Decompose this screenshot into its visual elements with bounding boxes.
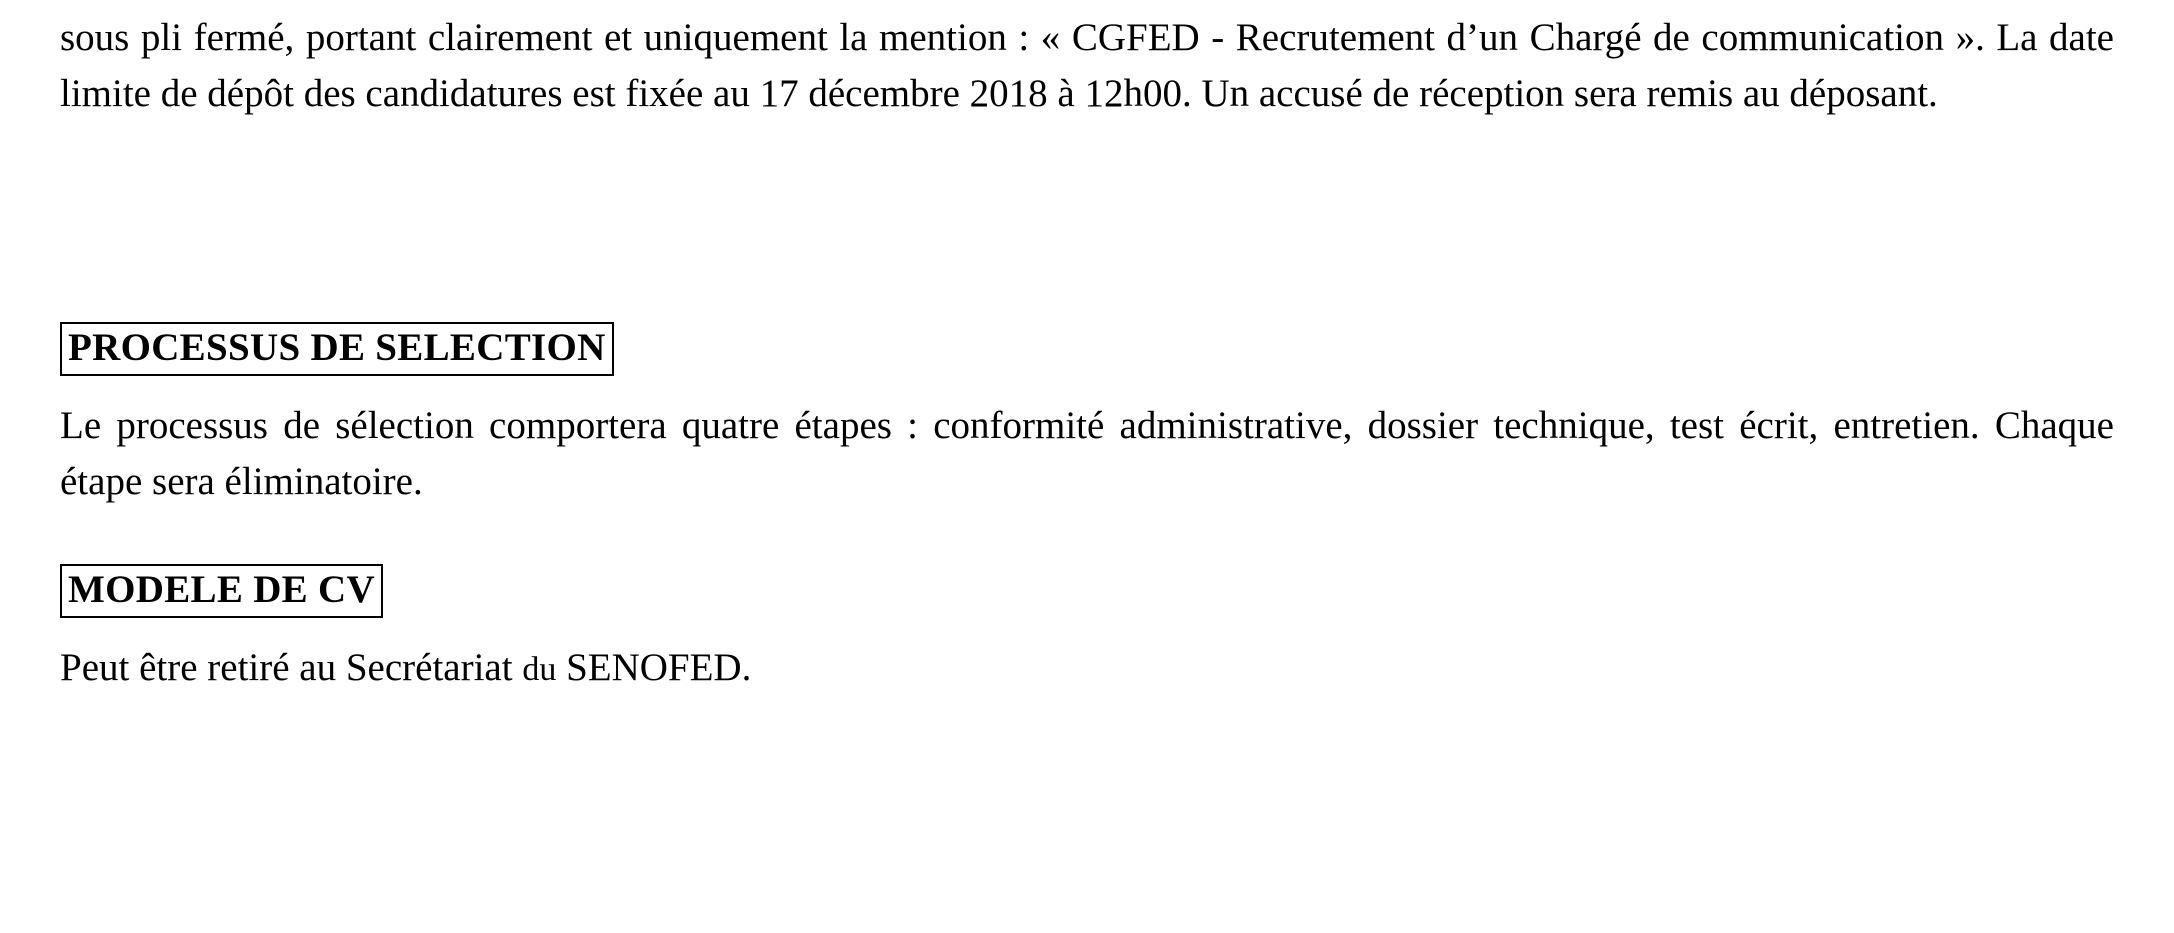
section-heading-selection-wrap xyxy=(60,322,2114,376)
section-heading-cv-wrap xyxy=(60,564,2114,618)
heading-gap-2 xyxy=(60,618,2114,640)
section-heading-cv: MODELE DE CV xyxy=(60,564,383,618)
cv-body-prefix: Peut être retiré au Secrétariat xyxy=(60,646,523,689)
section-heading-selection: PROCESSUS DE SELECTION xyxy=(60,322,614,376)
intro-paragraph: sous pli fermé, portant clairement et uniquement la mention : « CGFED - Recrutement d’un Chargé de communication ». La date limite de dépôt des candidatures est fixée au 17 décembre 2018 à 12h00. Un accusé de réception sera remis au déposant. xyxy=(60,16,2114,115)
cv-body-suffix: SENOFED. xyxy=(556,646,752,689)
cv-body-small: du xyxy=(522,651,557,688)
section-body-cv xyxy=(60,640,2114,698)
vertical-spacer xyxy=(60,122,2114,322)
vertical-spacer-small xyxy=(60,510,2114,564)
heading-gap xyxy=(60,376,2114,398)
section-body-selection: Le processus de sélection comportera quatre étapes : conformité administrative, dossier technique, test écrit, entretien. Chaque étape sera éliminatoire. xyxy=(60,404,2114,503)
